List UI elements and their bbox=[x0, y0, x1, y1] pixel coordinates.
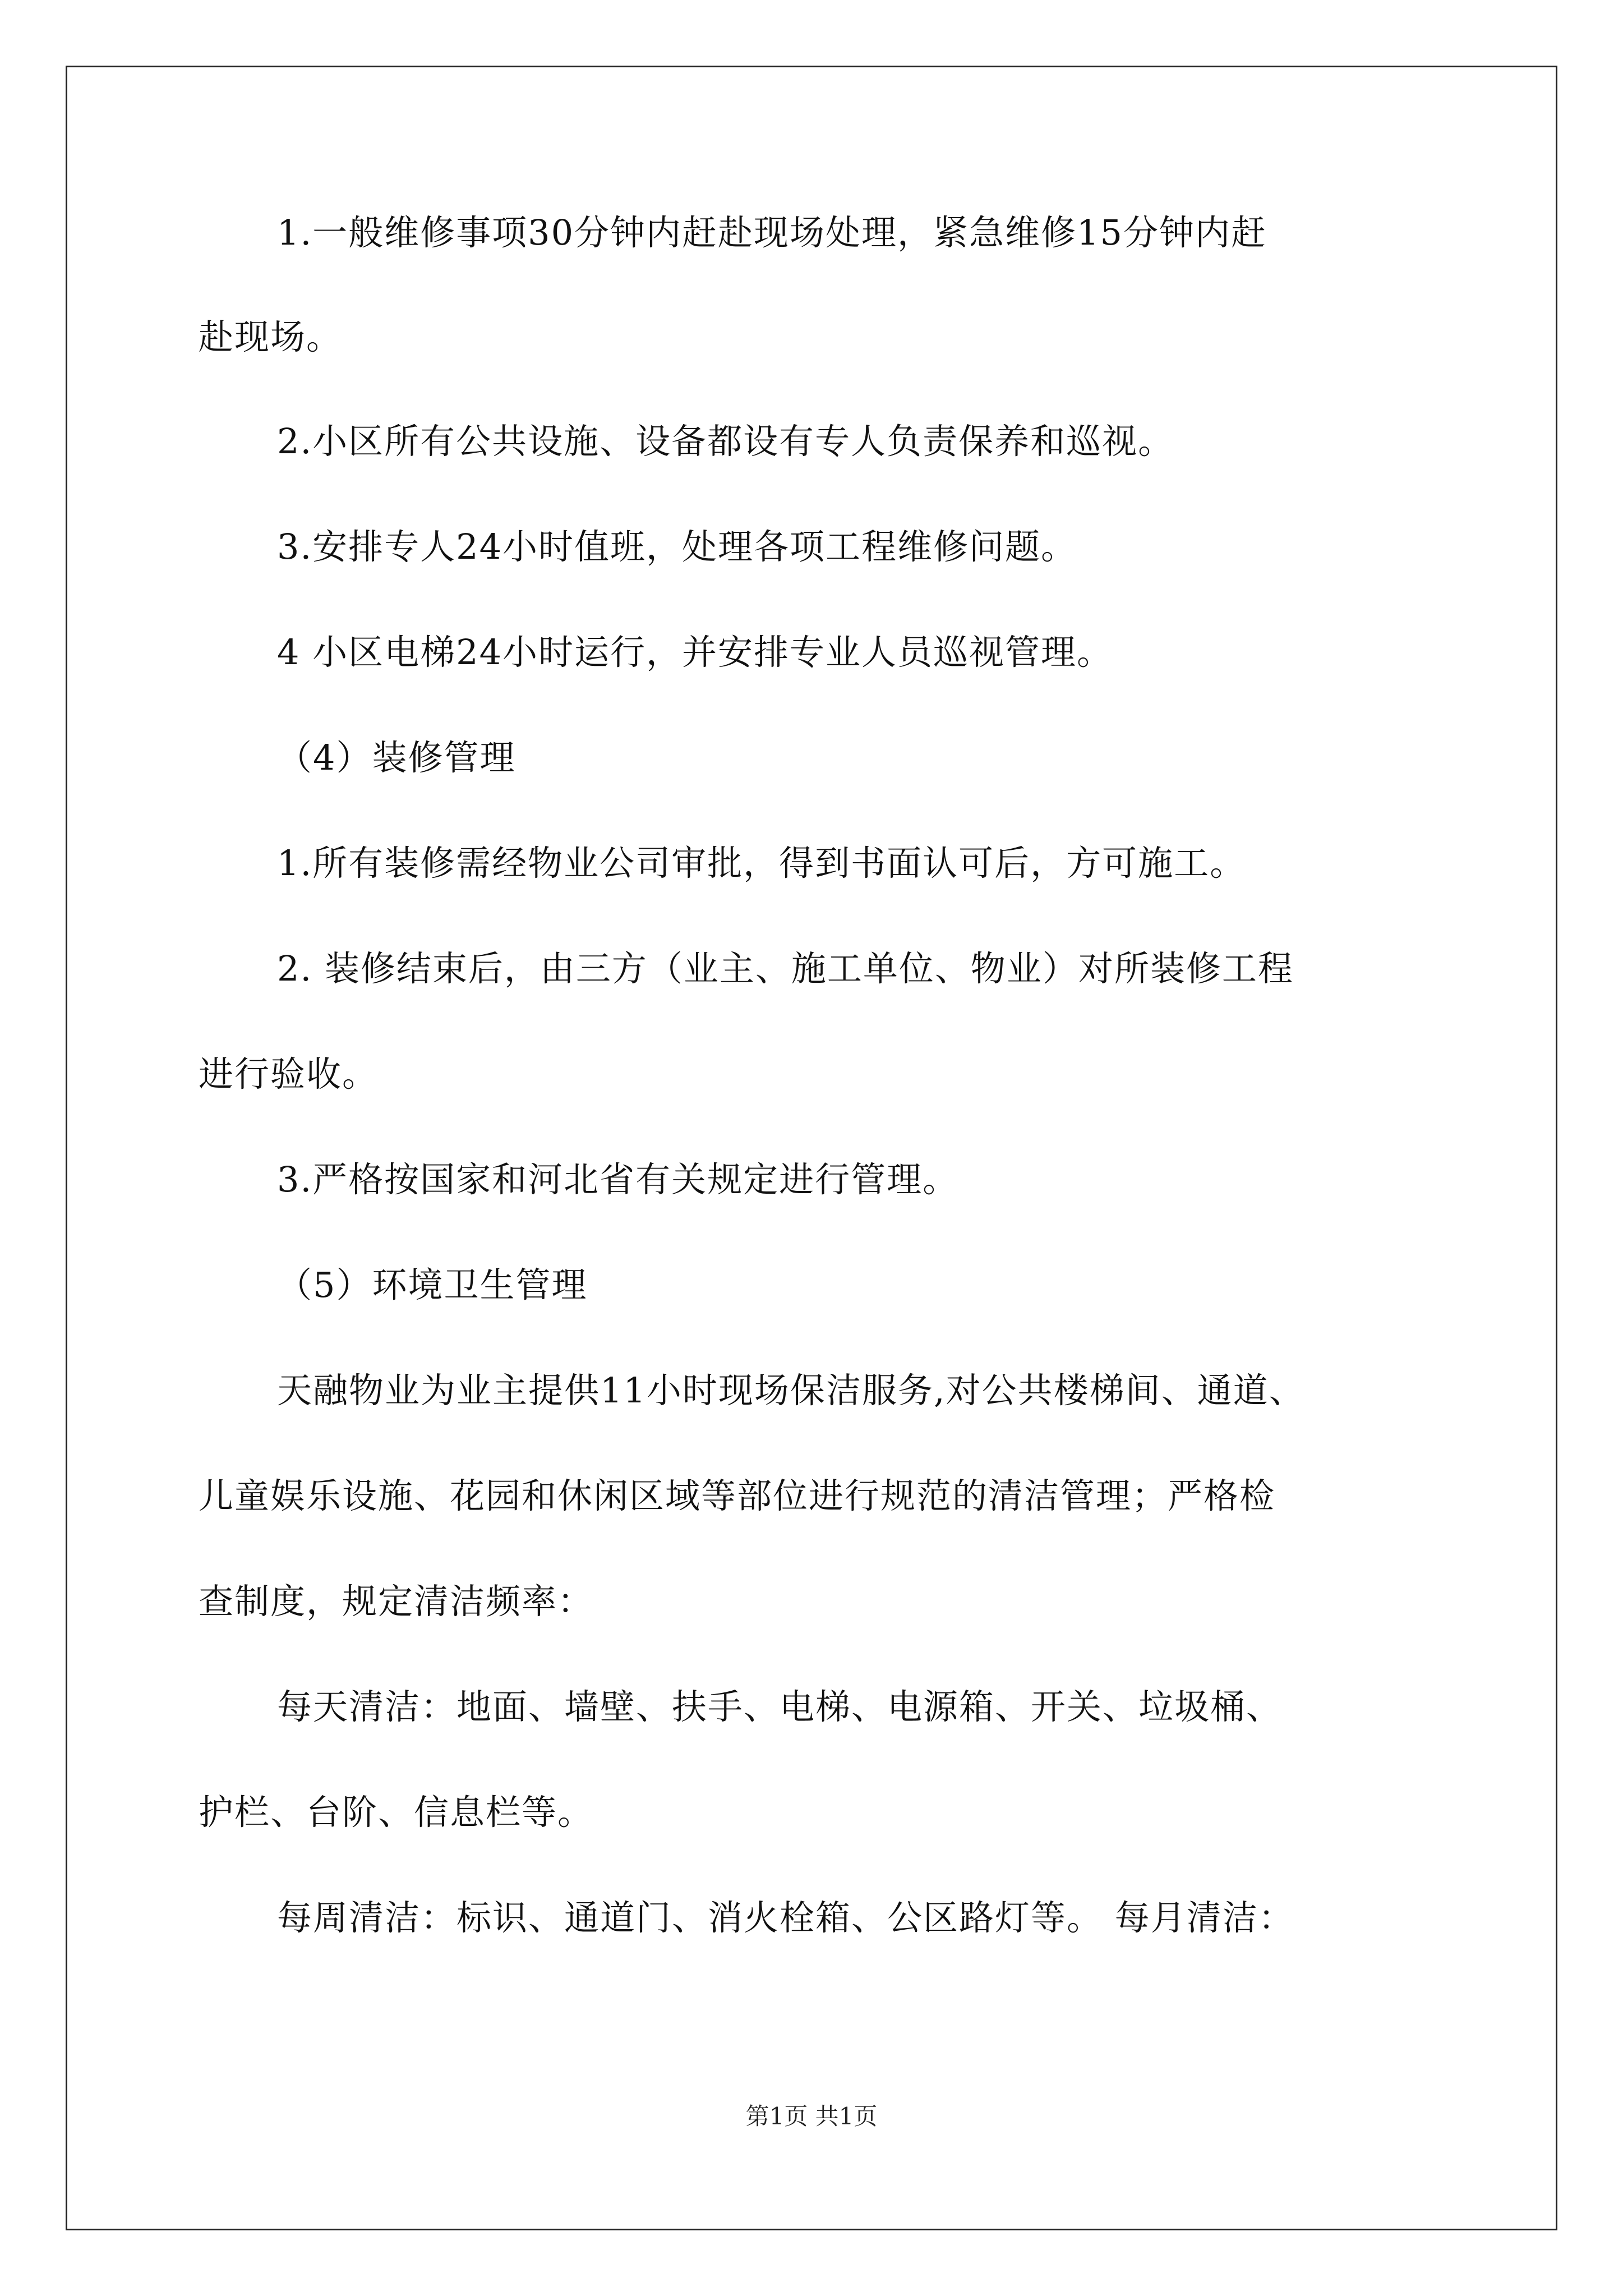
paragraph-line: 查制度，规定清洁频率： bbox=[199, 1581, 594, 1622]
paragraph-line: 儿童娱乐设施、花园和休闲区域等部位进行规范的清洁管理；严格检 bbox=[199, 1475, 1276, 1516]
paragraph-line: 3.严格按国家和河北省有关规定进行管理。 bbox=[277, 1159, 959, 1200]
paragraph-line: 每周清洁：标识、通道门、消火栓箱、公区路灯等。 每月清洁： bbox=[277, 1897, 1294, 1938]
page-number-footer: 第1页 共1页 bbox=[745, 2102, 878, 2130]
paragraph-line: 2. 装修结束后，由三方（业主、施工单位、物业）对所装修工程 bbox=[277, 948, 1294, 989]
paragraph-line: 护栏、台阶、信息栏等。 bbox=[199, 1792, 594, 1833]
paragraph-line: 赴现场。 bbox=[199, 316, 343, 357]
paragraph-line: 进行验收。 bbox=[199, 1053, 379, 1094]
paragraph-line: 4 小区电梯24小时运行，并安排专业人员巡视管理。 bbox=[277, 632, 1113, 673]
paragraph-line: 2.小区所有公共设施、设备都设有专人负责保养和巡视。 bbox=[277, 421, 1174, 462]
paragraph-line: 1.一般维修事项30分钟内赶赴现场处理，紧急维修15分钟内赶 bbox=[277, 212, 1267, 253]
section-heading: （4）装修管理 bbox=[277, 737, 516, 778]
section-heading: （5）环境卫生管理 bbox=[277, 1264, 588, 1305]
paragraph-line: 1.所有装修需经物业公司审批，得到书面认可后，方可施工。 bbox=[277, 843, 1246, 884]
paragraph-line: 3.安排专人24小时值班，处理各项工程维修问题。 bbox=[277, 526, 1077, 567]
paragraph-line: 天融物业为业主提供11小时现场保洁服务,对公共楼梯间、通道、 bbox=[277, 1370, 1305, 1411]
paragraph-line: 每天清洁：地面、墙壁、扶手、电梯、电源箱、开关、垃圾桶、 bbox=[277, 1686, 1283, 1727]
